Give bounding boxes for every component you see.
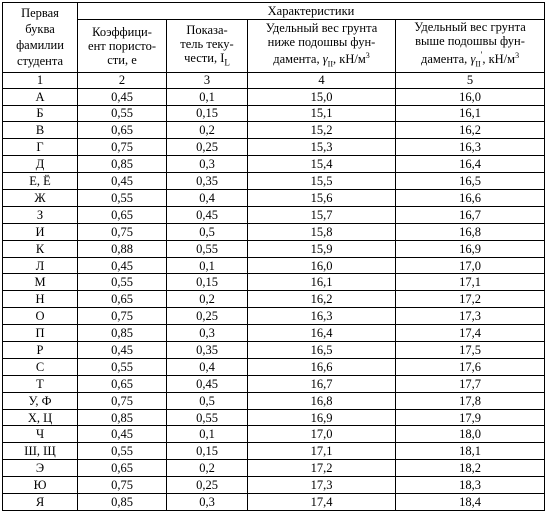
weight-below-cell: 16,2 (248, 291, 396, 308)
unit-text: , кН/м (482, 52, 516, 67)
unit-weight-above-header (396, 20, 545, 73)
weight-above-cell: 16,9 (396, 240, 545, 257)
table-row (3, 308, 545, 325)
subscript: L (224, 57, 230, 68)
weight-above-cell: 16,2 (396, 122, 545, 139)
weight-below-cell: 15,2 (248, 122, 396, 139)
table-row (3, 223, 545, 240)
porosity-cell: 0,65 (78, 122, 167, 139)
header-line: фамилии (16, 38, 64, 53)
porosity-cell: 0,75 (78, 139, 167, 156)
porosity-cell: 0,55 (78, 274, 167, 291)
letter-cell: Т (3, 375, 78, 392)
porosity-cell: 0,55 (78, 190, 167, 207)
porosity-cell: 0,65 (78, 460, 167, 477)
liquidity-cell: 0,25 (167, 139, 248, 156)
header-line: Показа- (186, 22, 228, 37)
letter-cell: Я (3, 494, 78, 511)
weight-below-cell: 15,4 (248, 156, 396, 173)
porosity-coefficient-header (78, 20, 167, 73)
liquidity-cell: 0,15 (167, 443, 248, 460)
table-row (3, 240, 545, 257)
porosity-cell: 0,45 (78, 257, 167, 274)
header-line: буква (25, 22, 55, 37)
weight-above-cell: 17,6 (396, 358, 545, 375)
header-line: студента (16, 54, 64, 69)
weight-above-cell: 16,5 (396, 173, 545, 190)
letter-cell: Э (3, 460, 78, 477)
weight-below-cell: 16,6 (248, 358, 396, 375)
letter-cell: Ш, Щ (3, 443, 78, 460)
liquidity-cell: 0,25 (167, 308, 248, 325)
weight-below-cell: 15,7 (248, 206, 396, 223)
letter-cell: Б (3, 105, 78, 122)
liquidity-cell: 0,3 (167, 494, 248, 511)
weight-above-cell: 18,2 (396, 460, 545, 477)
table-row (3, 494, 545, 511)
liquidity-cell: 0,45 (167, 375, 248, 392)
weight-above-cell: 18,3 (396, 477, 545, 494)
table-row (3, 291, 545, 308)
liquidity-cell: 0,2 (167, 460, 248, 477)
porosity-cell: 0,85 (78, 494, 167, 511)
porosity-cell: 0,75 (78, 308, 167, 325)
liquidity-cell: 0,35 (167, 173, 248, 190)
letter-cell: Р (3, 342, 78, 359)
liquidity-cell: 0,1 (167, 426, 248, 443)
table-row (3, 409, 545, 426)
gamma-symbol: γ (470, 52, 476, 67)
letter-cell: У, Ф (3, 392, 78, 409)
liquidity-cell: 0,55 (167, 409, 248, 426)
weight-above-cell: 17,2 (396, 291, 545, 308)
porosity-cell: 0,85 (78, 156, 167, 173)
header-line: Удельный вес грунта (414, 20, 526, 34)
liquidity-cell: 0,15 (167, 105, 248, 122)
weight-below-cell: 15,0 (248, 88, 396, 105)
weight-below-cell: 16,4 (248, 325, 396, 342)
weight-above-cell: 17,0 (396, 257, 545, 274)
weight-above-cell: 16,0 (396, 88, 545, 105)
header-line: Удельный вес грунта (265, 20, 378, 35)
weight-above-cell: 17,1 (396, 274, 545, 291)
porosity-cell: 0,65 (78, 375, 167, 392)
liquidity-cell: 0,5 (167, 392, 248, 409)
letter-cell: П (3, 325, 78, 342)
liquidity-cell: 0,4 (167, 358, 248, 375)
weight-below-cell: 15,8 (248, 223, 396, 240)
weight-above-cell: 18,4 (396, 494, 545, 511)
table-row (3, 206, 545, 223)
table-row (3, 325, 545, 342)
letter-cell: С (3, 358, 78, 375)
table-row (3, 139, 545, 156)
porosity-cell: 0,45 (78, 426, 167, 443)
porosity-cell: 0,55 (78, 443, 167, 460)
weight-above-cell: 16,1 (396, 105, 545, 122)
prime-mark: ' (480, 50, 483, 60)
weight-above-cell: 16,4 (396, 156, 545, 173)
table-row (3, 122, 545, 139)
weight-below-cell: 16,8 (248, 392, 396, 409)
liquidity-cell: 0,5 (167, 223, 248, 240)
liquidity-cell: 0,2 (167, 291, 248, 308)
weight-above-cell: 17,5 (396, 342, 545, 359)
letter-cell: Ю (3, 477, 78, 494)
table-row (3, 426, 545, 443)
subscript: II (475, 59, 481, 69)
porosity-cell: 0,85 (78, 325, 167, 342)
weight-below-cell: 15,6 (248, 190, 396, 207)
letter-cell: Ч (3, 426, 78, 443)
porosity-cell: 0,85 (78, 409, 167, 426)
letter-cell: Ж (3, 190, 78, 207)
header-line: Коэффици- (92, 24, 152, 39)
header-line: чести, I (184, 50, 225, 65)
subscript: II (327, 59, 333, 69)
gamma-symbol: γ (322, 51, 328, 66)
weight-above-cell: 16,7 (396, 206, 545, 223)
porosity-cell: 0,45 (78, 342, 167, 359)
first-letter-header (3, 3, 78, 73)
table-row (3, 105, 545, 122)
weight-below-cell: 15,5 (248, 173, 396, 190)
porosity-cell: 0,65 (78, 291, 167, 308)
letter-cell: Л (3, 257, 78, 274)
table-row (3, 173, 545, 190)
weight-below-cell: 17,2 (248, 460, 396, 477)
column-number: 1 (3, 72, 78, 88)
table-row (3, 257, 545, 274)
weight-below-cell: 16,0 (248, 257, 396, 274)
weight-above-cell: 16,6 (396, 190, 545, 207)
table-row (3, 477, 545, 494)
header-line: сти, е (107, 52, 137, 67)
table-row (3, 342, 545, 359)
weight-below-cell: 16,1 (248, 274, 396, 291)
liquidity-cell: 0,3 (167, 325, 248, 342)
liquidity-index-header (167, 20, 248, 73)
table-body (3, 88, 545, 510)
letter-cell: К (3, 240, 78, 257)
weight-above-cell: 16,3 (396, 139, 545, 156)
porosity-cell: 0,65 (78, 206, 167, 223)
weight-above-cell: 16,8 (396, 223, 545, 240)
letter-cell: А (3, 88, 78, 105)
liquidity-cell: 0,55 (167, 240, 248, 257)
unit-weight-below-header (248, 20, 396, 73)
porosity-cell: 0,55 (78, 358, 167, 375)
liquidity-cell: 0,25 (167, 477, 248, 494)
letter-cell: В (3, 122, 78, 139)
header-line: Первая (21, 6, 59, 21)
weight-above-cell: 18,1 (396, 443, 545, 460)
weight-below-cell: 15,9 (248, 240, 396, 257)
weight-above-cell: 17,7 (396, 375, 545, 392)
soil-characteristics-table (2, 2, 545, 511)
liquidity-cell: 0,15 (167, 274, 248, 291)
liquidity-cell: 0,35 (167, 342, 248, 359)
document-page (2, 2, 545, 511)
table-row (3, 375, 545, 392)
weight-above-cell: 17,3 (396, 308, 545, 325)
superscript: 3 (365, 50, 370, 60)
table-row (3, 88, 545, 105)
letter-cell: И (3, 223, 78, 240)
weight-below-cell: 17,1 (248, 443, 396, 460)
weight-above-cell: 18,0 (396, 426, 545, 443)
weight-above-cell: 17,8 (396, 392, 545, 409)
liquidity-cell: 0,1 (167, 88, 248, 105)
letter-cell: Е, Ё (3, 173, 78, 190)
letter-cell: Д (3, 156, 78, 173)
porosity-cell: 0,45 (78, 88, 167, 105)
weight-below-cell: 16,3 (248, 308, 396, 325)
porosity-cell: 0,45 (78, 173, 167, 190)
letter-cell: З (3, 206, 78, 223)
liquidity-cell: 0,2 (167, 122, 248, 139)
weight-below-cell: 15,3 (248, 139, 396, 156)
weight-above-cell: 17,4 (396, 325, 545, 342)
porosity-cell: 0,55 (78, 105, 167, 122)
table-row (3, 274, 545, 291)
table-row (3, 460, 545, 477)
weight-below-cell: 17,3 (248, 477, 396, 494)
weight-below-cell: 16,7 (248, 375, 396, 392)
liquidity-cell: 0,4 (167, 190, 248, 207)
table-row (3, 156, 545, 173)
weight-below-cell: 15,1 (248, 105, 396, 122)
letter-cell: О (3, 308, 78, 325)
header-line: тель теку- (180, 36, 234, 51)
weight-above-cell: 17,9 (396, 409, 545, 426)
liquidity-cell: 0,1 (167, 257, 248, 274)
column-number: 4 (248, 72, 396, 88)
table-row (3, 358, 545, 375)
porosity-cell: 0,88 (78, 240, 167, 257)
column-number: 2 (78, 72, 167, 88)
letter-cell: Н (3, 291, 78, 308)
characteristics-group-header: Характеристики (78, 3, 545, 20)
weight-below-cell: 17,0 (248, 426, 396, 443)
weight-below-cell: 16,9 (248, 409, 396, 426)
column-numbers-row (3, 72, 545, 88)
liquidity-cell: 0,3 (167, 156, 248, 173)
table-row (3, 190, 545, 207)
header-line: дамента, (273, 51, 323, 66)
porosity-cell: 0,75 (78, 477, 167, 494)
table-row (3, 392, 545, 409)
weight-below-cell: 17,4 (248, 494, 396, 511)
porosity-cell: 0,75 (78, 223, 167, 240)
letter-cell: М (3, 274, 78, 291)
unit-text: , кН/м (333, 51, 366, 66)
weight-below-cell: 16,5 (248, 342, 396, 359)
superscript: 3 (515, 51, 520, 60)
header-line: выше подошвы фун- (415, 34, 525, 48)
letter-cell: Х, Ц (3, 409, 78, 426)
column-number: 5 (396, 72, 545, 88)
letter-cell: Г (3, 139, 78, 156)
header-line: дамента, (420, 52, 471, 67)
table-row (3, 443, 545, 460)
column-number: 3 (167, 72, 248, 88)
header-line: ниже подошвы фун- (267, 34, 376, 49)
porosity-cell: 0,75 (78, 392, 167, 409)
liquidity-cell: 0,45 (167, 206, 248, 223)
header-line: ент пористо- (88, 38, 156, 53)
